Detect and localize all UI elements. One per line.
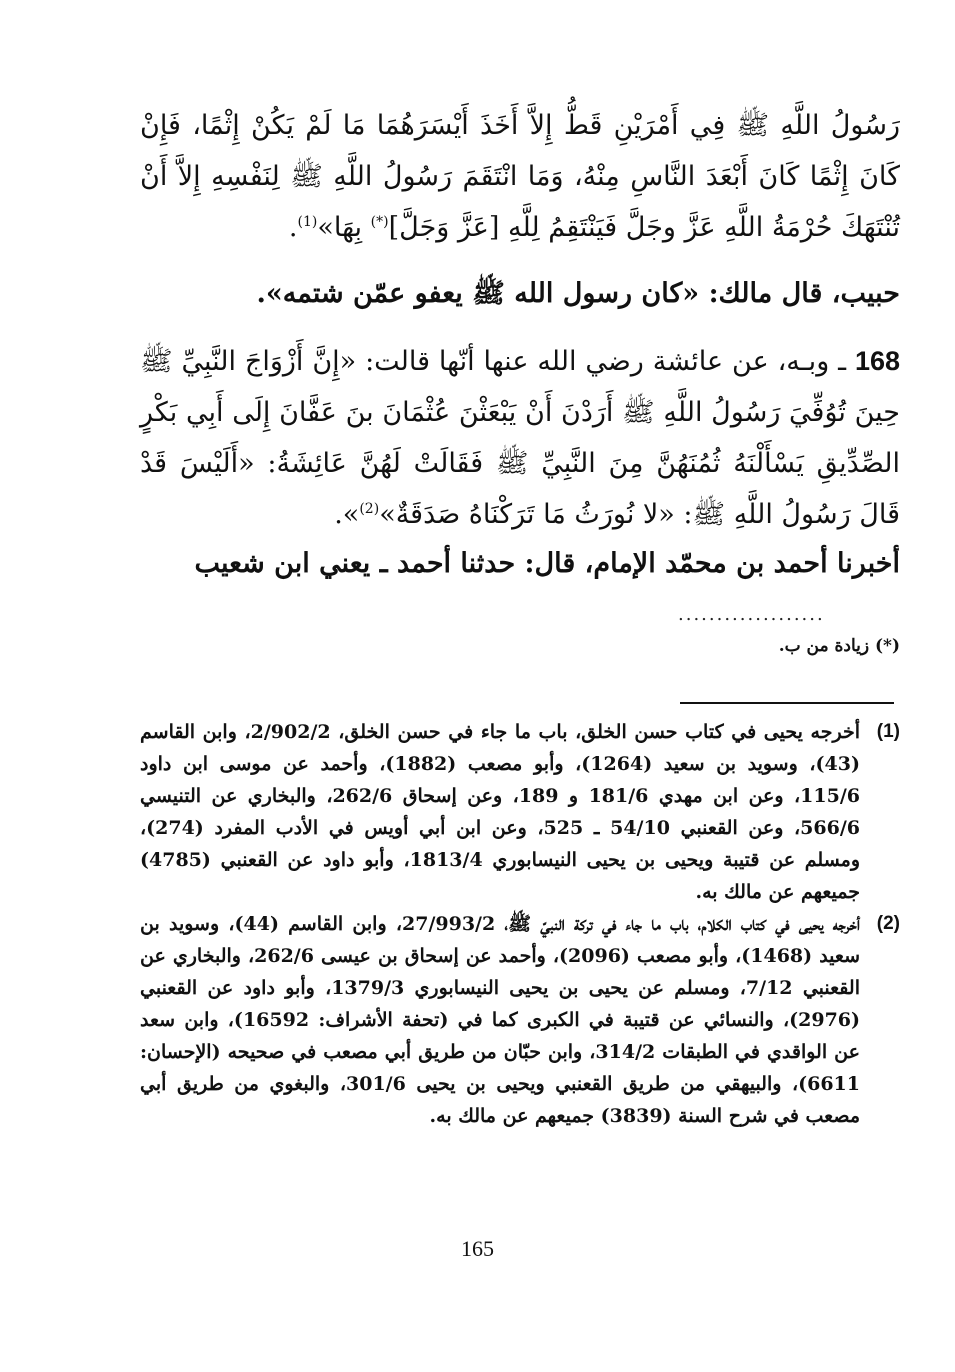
footnote-1	[140, 716, 900, 908]
paragraph-hadith-168	[140, 336, 900, 540]
margin-note: (*) زيادة من ب.	[778, 636, 900, 656]
footnote-number: (1)	[876, 721, 900, 742]
footnote-2	[140, 908, 900, 1132]
paragraph-malik-statement	[140, 268, 900, 319]
footnote-rule	[680, 702, 894, 704]
footnote-text: أخرجه يحيى في كتاب الكلام، باب ما جاء في تركة النبيّ ﷺ، 27/993/2، وابن القاسم (44)، وسويد بن سعيد (1468)، وأبو مصعب (2096)، وأحمد عن إسحاق بن عيسى 262/6، والبخاري عن القعنبي 7/12، ومسلم عن يحيى بن يحيى النيسابوري 1379/3، وأبو داود عن القعنبي (2976)، والنسائي عن قتيبة في الكبرى كما في (تحفة الأشراف: 16592)، وابن سعد عن الواقدي في الطبقات 314/2، وابن حبّان من طريق أبي مصعب في صحيحه (الإحسان: 6611)، والبيهقي من طريق القعنبي ويحيى بن يحيى 301/6، والبغوي من طريق أبي مصعب في شرح السنة (3839) جميعهم عن مالك به.	[140, 913, 861, 1127]
paragraph-2-text: حبيب، قال مالك: «كان رسول الله ﷺ يعفو عمّن شتمه».	[256, 278, 900, 309]
footnote-marker-1: (1)	[297, 214, 318, 230]
paragraph-3-text: ـ وبـه، عن عائشة رضي الله عنها أنّها قالت: «إِنَّ أَزْوَاجَ النَّبِيِّ ﷺ حِينَ تُوُفِّيَ رَسُولُ اللَّهِ ﷺ أَرَدْنَ أَنْ يَبْعَثْنَ عُثْمَانَ بنَ عَفَّانَ إِلَى أَبِي بَكْرٍ الصِّدِّيقِ يَسْأَلْنَهُ ثُمُنَهُنَّ مِنَ النَّبِيِّ ﷺ فَقَالَتْ لَهُنَّ عَائِشَةُ: «أَلَيْسَ قَدْ قَالَ رَسُولُ اللَّهِ ﷺ: «لا نُورَثُ مَا تَرَكْنَاهُ صَدَقَةٌ»	[140, 346, 900, 530]
page-number: 165	[461, 1236, 494, 1261]
paragraph-1-text: رَسُولُ اللَّهِ ﷺ فِي أَمْرَيْنِ قَطُّ إِلاَّ أَخَذَ أَيْسَرَهُمَا مَا لَمْ يَكُنْ إِثْمًا، فَإِنْ كَانَ إِثْمًا كَانَ أَبْعَدَ النَّاسِ مِنْهُ، وَمَا انْتَقَمَ رَسُولُ اللَّهِ ﷺ لِنَفْسِهِ إِلاَّ أَنْ تُنْتَهَكَ حُرْمَةُ اللَّهِ عَزَّ وجَلَّ فَيَنْتَقِمُ لِلَّهِ [عَزَّ وَجَلَّ]	[140, 110, 900, 243]
footnote-text: أخرجه يحيى في كتاب حسن الخلق، باب ما جاء في حسن الخلق، 2/902/2، وابن القاسم (43)، وسويد بن سعيد (1264)، وأبو مصعب (1882)، وأحمد عن موسى ابن داود 115/6، وعن ابن مهدي 181/6 و 189، وعن إسحاق 262/6، والبخاري عن التنيسي 566/6، وعن القعنبي 54/10 ـ 525، وعن ابن أبي أويس في الأدب المفرد (274)، ومسلم عن قتيبة ويحيى بن يحيى النيسابوري 1813/4، وأبو داود عن القعنبي (4785) جميعهم عن مالك به.	[140, 721, 861, 903]
dotted-separator: ...................	[678, 604, 825, 625]
paragraph-1-tail: بِهَا»	[317, 212, 371, 243]
footnotes	[140, 716, 900, 1132]
paragraph-1-end: .	[288, 212, 298, 243]
footnote-marker-star: (*)	[370, 214, 389, 230]
hadith-number: 168	[854, 346, 900, 376]
paragraph-isnad	[140, 538, 900, 589]
paragraph-hadith-continuation	[140, 100, 900, 253]
footnote-marker-2: (2)	[359, 501, 380, 517]
paragraph-3-end: ».	[334, 499, 360, 530]
paragraph-4-text: أخبرنا أحمد بن محمّد الإمام، قال: حدثنا أحمد ـ يعني ابن شعيب	[194, 548, 900, 579]
footnote-number: (2)	[876, 913, 900, 934]
